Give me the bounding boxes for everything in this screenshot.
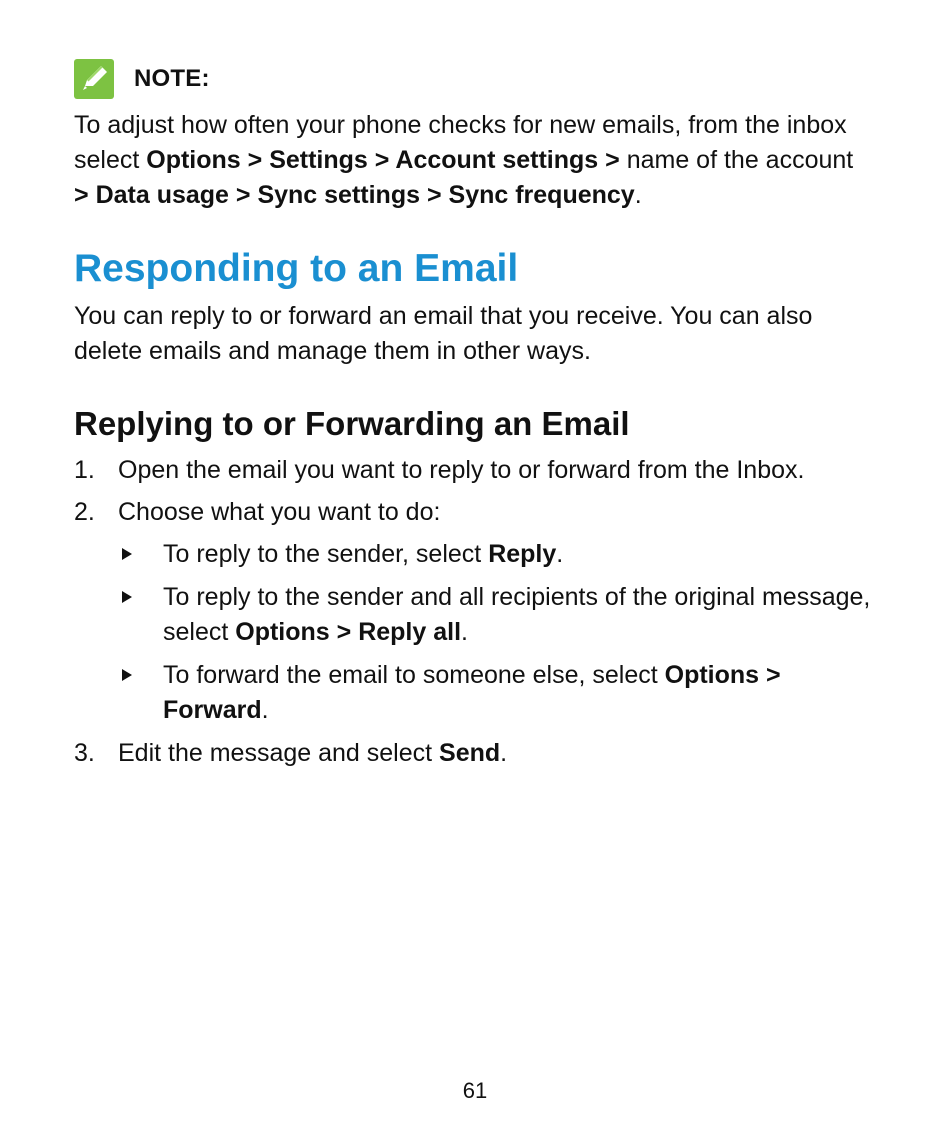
- menu-options: Options: [146, 146, 241, 174]
- step-text: Open the email you want to reply to or forward from the Inbox.: [118, 456, 805, 484]
- note-text: To adjust how often your phone checks for new emails, from the inbox select Options > Settings > Account settings > name of the account > Data usage > Sync settings > Sync frequency.: [74, 111, 854, 209]
- section-intro: You can reply to or forward an email that you receive. You can also delete emails and manage them in other ways.: [74, 302, 813, 365]
- page-content: [74, 58, 874, 778]
- bullet-item-forward: [118, 658, 874, 728]
- bullet-triangle-icon: [118, 580, 163, 650]
- menu-account-settings: Account settings: [395, 146, 599, 174]
- menu-settings: Settings: [269, 146, 368, 174]
- bullet-text: To reply to the sender and all recipients of the original message, select Options > Reply all.: [163, 583, 871, 646]
- subsection-title: Replying to or Forwarding an Email: [74, 405, 630, 442]
- step-number: 2.: [74, 498, 95, 526]
- bullet-item-reply: [118, 537, 874, 572]
- step-number: 3.: [74, 739, 95, 767]
- section-title: Responding to an Email: [74, 247, 519, 290]
- step-number: 1.: [74, 456, 95, 484]
- step-2: [74, 495, 874, 530]
- note-label: NOTE:: [134, 65, 210, 92]
- bullet-text: To forward the email to someone else, select Options > Forward.: [163, 661, 781, 724]
- note-header: [74, 58, 874, 100]
- step-3: [74, 736, 874, 771]
- menu-data-usage: Data usage: [95, 181, 229, 209]
- bullet-triangle-icon: [118, 537, 163, 572]
- bullet-text: To reply to the sender, select Reply.: [163, 540, 564, 568]
- step-text: Edit the message and select Send.: [118, 739, 508, 767]
- bullet-triangle-icon: [118, 658, 163, 728]
- menu-sync-settings: Sync settings: [257, 181, 421, 209]
- pencil-note-icon: [74, 59, 114, 99]
- step-1: [74, 453, 874, 488]
- bullet-item-reply-all: [118, 580, 874, 650]
- menu-sync-frequency: Sync frequency: [448, 181, 635, 209]
- step-text: Choose what you want to do:: [118, 498, 441, 526]
- page-number: 61: [462, 1078, 488, 1103]
